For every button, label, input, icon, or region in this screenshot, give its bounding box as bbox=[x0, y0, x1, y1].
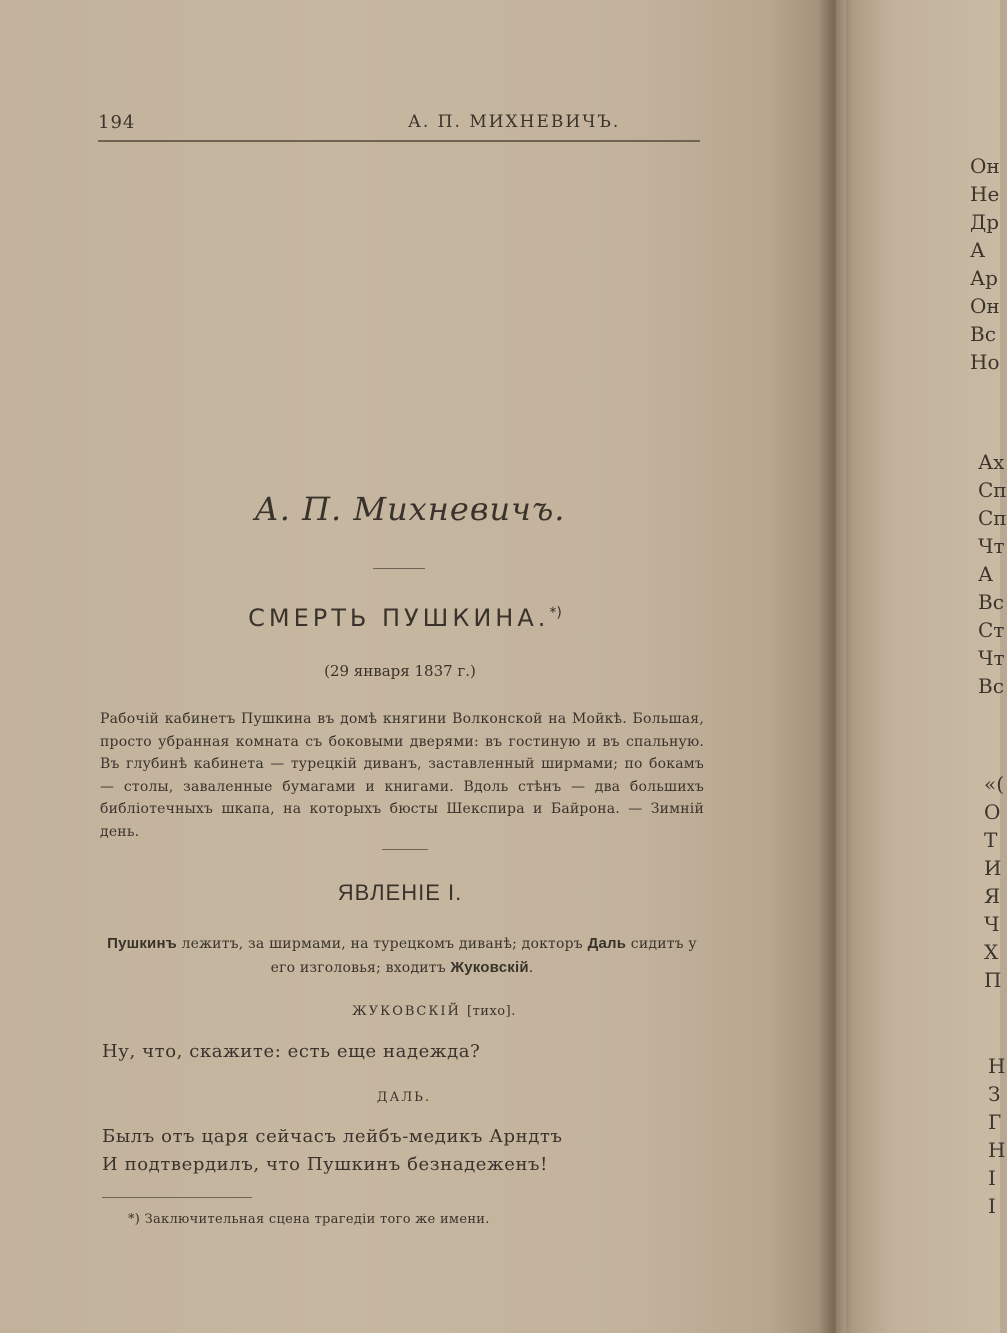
speaker-name: ДАЛЬ. bbox=[376, 1090, 432, 1105]
text-fragment: Чт bbox=[978, 646, 1005, 670]
text-fragment: Он bbox=[970, 294, 1000, 318]
text-fragment: «( bbox=[984, 772, 1005, 796]
verse-line: Ну, что, скажите: есть еще надежда? bbox=[102, 1041, 481, 1062]
running-head bbox=[98, 112, 700, 138]
scene-note-text: сидитъ у его изголовья; входитъ bbox=[270, 936, 697, 976]
text-fragment: А bbox=[978, 562, 994, 586]
text-fragment: А bbox=[970, 238, 986, 262]
text-fragment: Но bbox=[970, 350, 1000, 374]
character-name: Даль bbox=[587, 935, 627, 952]
scene-divider bbox=[382, 849, 428, 850]
scene-note bbox=[100, 932, 704, 980]
text-fragment: Вс bbox=[978, 674, 1004, 698]
text-fragment: Ар bbox=[970, 266, 998, 290]
scene-note-text: лежитъ, за ширмами, на турецкомъ диванѣ; докторъ bbox=[176, 936, 588, 952]
stage-direction: [тихо]. bbox=[467, 1004, 516, 1019]
text-fragment: Н bbox=[988, 1054, 1006, 1078]
text-fragment: Я bbox=[984, 884, 1001, 908]
verse-line: Былъ отъ царя сейчасъ лейбъ-медикъ Арндтъ bbox=[102, 1126, 563, 1147]
speaker-label bbox=[234, 1004, 634, 1019]
running-title: А. П. МИХНЕВИЧЪ. bbox=[408, 112, 621, 132]
text-fragment: Ст bbox=[978, 618, 1005, 642]
footnote-mark: *) bbox=[549, 605, 562, 621]
text-fragment: Ч bbox=[984, 912, 1000, 936]
footnote: *) Заключительная сцена трагедіи того же имени. bbox=[128, 1212, 490, 1227]
date-line: (29 января 1837 г.) bbox=[324, 662, 476, 680]
text-fragment: Он bbox=[970, 154, 1000, 178]
speaker-name: ЖУКОВСКІЙ bbox=[352, 1004, 461, 1019]
text-fragment: Сп bbox=[978, 506, 1007, 530]
book-gutter bbox=[818, 0, 852, 1333]
speaker-label bbox=[204, 1090, 604, 1105]
verse-line: И подтвердилъ, что Пушкинъ безнадеженъ! bbox=[102, 1154, 548, 1175]
author-name: А. П. Михневичъ. bbox=[254, 490, 566, 528]
text-fragment: Н bbox=[988, 1138, 1006, 1162]
work-title-text: СМЕРТЬ ПУШКИНА. bbox=[248, 604, 550, 632]
scene-note-text: . bbox=[528, 960, 534, 976]
text-fragment: Не bbox=[970, 182, 1000, 206]
text-fragment: І bbox=[988, 1166, 996, 1190]
title-divider bbox=[373, 568, 425, 569]
text-fragment: Сп bbox=[978, 478, 1007, 502]
text-fragment: І bbox=[988, 1194, 996, 1218]
text-fragment: Чт bbox=[978, 534, 1005, 558]
text-fragment: Х bbox=[984, 940, 999, 964]
character-name: Жуковскій bbox=[450, 959, 529, 976]
right-page-fragment-group bbox=[970, 152, 1000, 376]
right-page-fragment-group bbox=[978, 448, 1007, 700]
text-fragment: Ах bbox=[978, 450, 1005, 474]
text-fragment: И bbox=[984, 856, 1002, 880]
text-fragment: Т bbox=[984, 828, 998, 852]
text-fragment: Др bbox=[970, 210, 1000, 234]
scene-title: ЯВЛЕНІЕ I. bbox=[337, 880, 463, 905]
page-number: 194 bbox=[98, 112, 136, 133]
text-fragment: О bbox=[984, 800, 1001, 824]
right-page-fragment-group bbox=[988, 1052, 1005, 1220]
text-fragment: Г bbox=[988, 1110, 1002, 1134]
character-name: Пушкинъ bbox=[107, 935, 177, 952]
right-page-fragment-group bbox=[984, 770, 1004, 994]
stage-description: Рабочій кабинетъ Пушкина въ домѣ княгини Волконской на Мойкѣ. Большая, просто убранная комната съ боковыми дверями: въ гостиную и въ спальную. Въ глубинѣ кабинета — турецкій диванъ, заставленный ширмами; по бокамъ — столы, заваленные бумагами и книгами. Вдоль стѣнъ — два большихъ библіотечныхъ шкапа, на которыхъ бюсты Шекспира и Байрона. — Зимній день. bbox=[100, 711, 704, 840]
footnote-rule bbox=[102, 1197, 252, 1198]
header-rule bbox=[98, 140, 700, 142]
work-title bbox=[170, 604, 640, 632]
text-fragment: П bbox=[984, 968, 1002, 992]
text-fragment: Вс bbox=[970, 322, 996, 346]
text-fragment: З bbox=[988, 1082, 1001, 1106]
text-fragment: Вс bbox=[978, 590, 1004, 614]
